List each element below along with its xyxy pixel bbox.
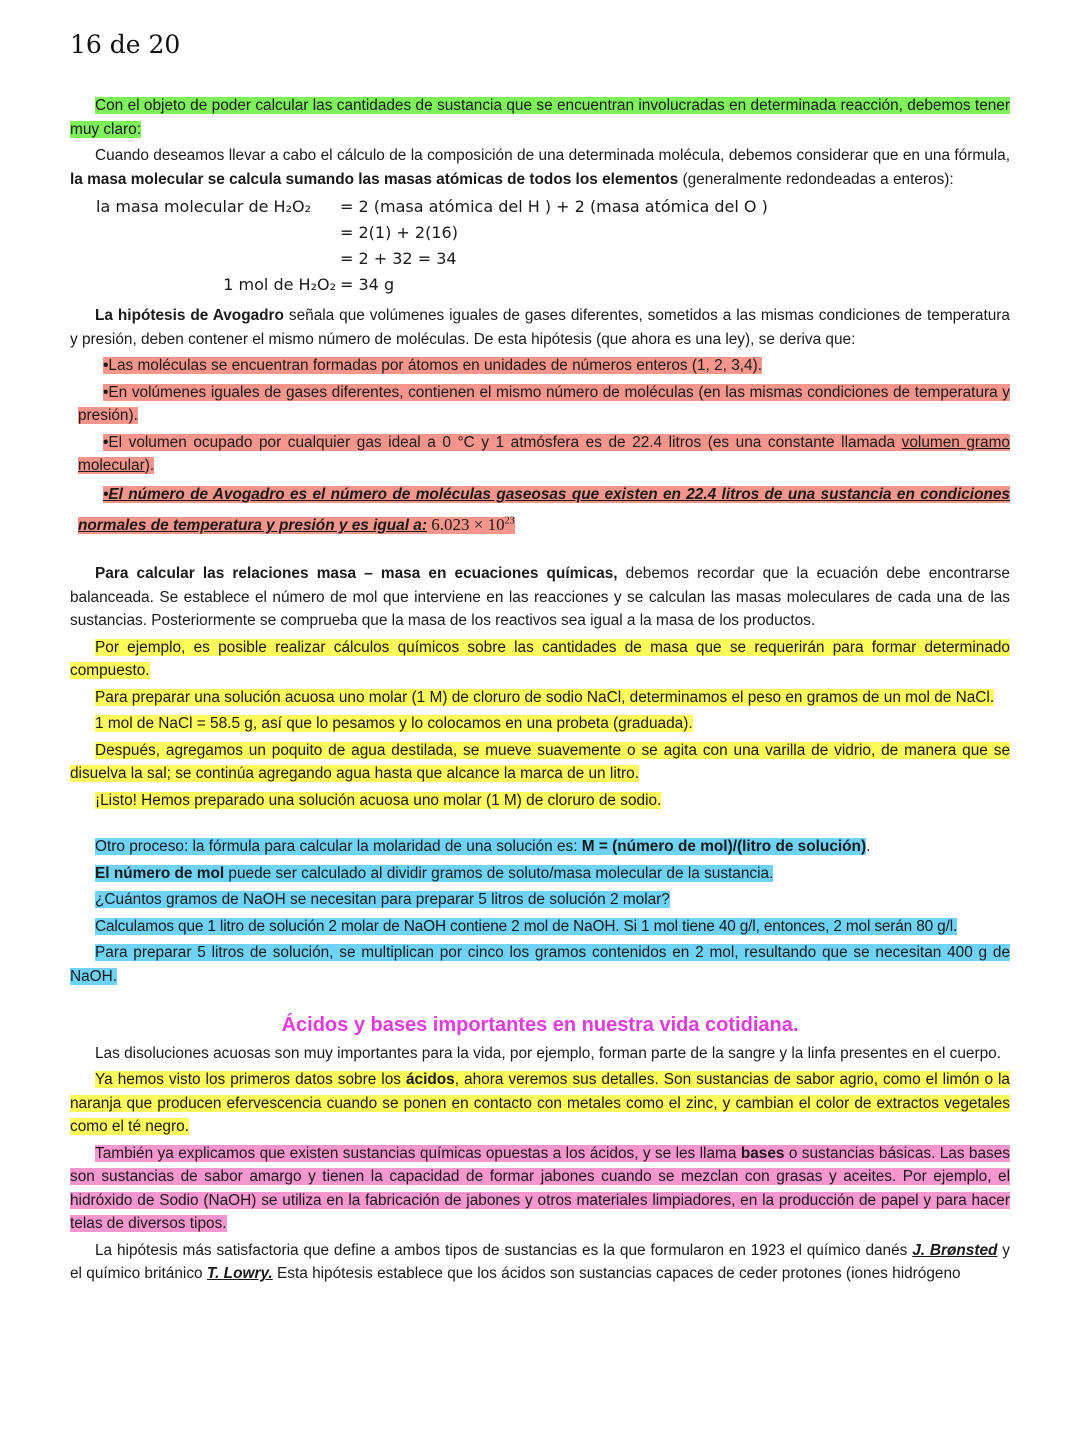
formula-mol-value: = 34 g <box>340 275 395 295</box>
bullet-dot: • <box>103 357 109 374</box>
bases-paragraph <box>70 1142 1010 1236</box>
intro-highlight: Con el objeto de poder calcular las cantidades de sustancia que se encuentran involucradas en determinada reacción, debemos tener muy claro: <box>70 97 1010 138</box>
bold-span: la masa molecular se calcula sumando las masas atómicas de todos los elementos <box>70 170 679 188</box>
bullet-1 <box>70 354 1010 378</box>
bold-span: ácidos <box>405 1071 455 1089</box>
avogadro-number: 6.023 × 10 <box>431 515 505 535</box>
bullet-text: ). <box>144 457 155 474</box>
highlight-text: ¡Listo! Hemos preparado una solución acuosa uno molar (1 M) de cloruro de sodio. <box>95 791 662 809</box>
bullet-text: En volúmenes iguales de gases diferentes, contienen el mismo número de moléculas (en las mismas condiciones de temperatura y presión). <box>78 383 1010 424</box>
text-span: y el químico británico <box>70 1241 1010 1283</box>
text-span: Las disoluciones acuosas son muy importantes para la vida, por ejemplo, forman parte de la sangre y la linfa presentes en el cuerpo. <box>95 1044 1001 1062</box>
avogadro-paragraph <box>70 304 1010 351</box>
bold-span: El número de mol <box>95 864 225 882</box>
blue-paragraph-5 <box>70 941 1010 988</box>
underlined-term: volumen gramo molecular <box>78 433 1010 474</box>
text-span: puede ser calculado al dividir gramos de soluto/masa molecular de la sustancia. <box>224 864 774 882</box>
text-span: . <box>866 838 871 856</box>
highlight-text: ¿Cuántos gramos de NaOH se necesitan para preparar 5 litros de solución 2 molar? <box>95 891 670 909</box>
bullet-text: El volumen ocupado por cualquier gas ideal a 0 °C y 1 atmósfera es de 22.4 litros (es una constante llamada <box>108 433 902 451</box>
yellow-paragraph-2 <box>70 686 1010 710</box>
molecular-mass-formula <box>70 194 1010 298</box>
page-number: 16 de 20 <box>70 30 181 59</box>
bullet-text: El número de Avogadro es el número de moléculas gaseosas que existen en 22.4 litros de una sustancia en condiciones normales de temperatura y presión y es igual a: <box>78 485 1010 535</box>
text-span: Cuando deseamos llevar a cabo el cálculo de la composición de una determinada molécula, debemos considerar que en una fórmula, <box>95 147 1010 164</box>
bullet-3 <box>70 431 1010 478</box>
bullet-dot: • <box>103 433 109 451</box>
bullet-text: Las moléculas se encuentran formadas por átomos en unidades de números enteros (1, 2, 3,4). <box>108 357 763 374</box>
text-span: (generalmente redondeadas a enteros): <box>678 170 954 188</box>
text-span: Otro proceso: la fórmula para calcular la molaridad de una solución es: <box>95 838 582 856</box>
bold-span: La hipótesis de Avogadro <box>95 307 284 324</box>
text-span: También ya explicamos que existen sustancias químicas opuestas a los ácidos, y se les llama <box>95 1144 741 1162</box>
solutions-paragraph <box>70 1042 1010 1066</box>
highlight-text: Para preparar una solución acuosa uno molar (1 M) de cloruro de sodio NaCl, determinamos el peso en gramos de un mol de NaCl. <box>95 688 995 706</box>
lowry-name: T. Lowry. <box>206 1265 273 1283</box>
document-body <box>70 94 1010 1289</box>
avogadro-exponent: 23 <box>504 515 515 527</box>
bronsted-name: J. Brønsted <box>912 1241 998 1259</box>
yellow-paragraph-1 <box>70 636 1010 683</box>
blue-paragraph-3 <box>70 888 1010 912</box>
yellow-paragraph-4 <box>70 739 1010 786</box>
text-span: señala que volúmenes iguales de gases diferentes, sometidos a las mismas condiciones de temperatura y presión, deben contener el mismo número de moléculas. De esta hipótesis (que ahora es una ley), se deriva que: <box>70 307 1010 348</box>
text-span: debemos recordar que la ecuación debe encontrarse balanceada. Se establece el número de mol que interviene en las reacciones y se calculan las masas moleculares de cada una de las sustancias. Posteriormente se comprueba que la masa de los reactivos sea igual a la masa de los productos. <box>70 565 1010 630</box>
formula-mol-label: 1 mol de H₂O₂ <box>223 275 336 295</box>
highlight-text: Calculamos que 1 litro de solución 2 molar de NaOH contiene 2 mol de NaOH. Si 1 mol tiene 40 g/l, entonces, 2 mol serán 80 g/l. <box>95 917 958 935</box>
mass-relations-paragraph <box>70 562 1010 633</box>
text-span: , ahora veremos sus detalles. Son sustancias de sabor agrio, como el limón o la naranja que producen efervescencia cuando se ponen en contacto con metales como el zinc, y cambian el color de extractos vegetales como el té negro. <box>70 1071 1010 1136</box>
blue-paragraph-2 <box>70 862 1010 886</box>
bullet-2 <box>70 381 1010 428</box>
blue-paragraph-1 <box>70 835 1010 859</box>
highlight-text: Después, agregamos un poquito de agua destilada, se mueve suavemente o se agita con una varilla de vidrio, de manera que se disuelva la sal; se continúa agregando agua hasta que alcance la marca de un litro. <box>70 741 1010 783</box>
bullet-dot: • <box>103 485 109 503</box>
yellow-paragraph-5 <box>70 789 1010 813</box>
text-span: o sustancias básicas. Las bases son sustancias de sabor amargo y tienen la capacidad de formar jabones cuando se mezclan con grasas y aceites. Por ejemplo, el hidróxido de Sodio (NaOH) se utiliza en la fabricación de jabones y otros materiales limpiadores, en la producción de papel y para hacer telas de diversos tipos. <box>70 1144 1010 1233</box>
bullet-dot: • <box>103 383 109 401</box>
molecular-mass-paragraph <box>70 144 1010 191</box>
molarity-formula: M = (número de mol)/(litro de solución) <box>581 838 867 856</box>
bronsted-lowry-paragraph <box>70 1239 1010 1286</box>
highlight-text: Por ejemplo, es posible realizar cálculos químicos sobre las cantidades de masa que se requerirán para formar determinado compuesto. <box>70 638 1010 680</box>
acids-paragraph <box>70 1068 1010 1139</box>
bold-span: bases <box>740 1144 785 1162</box>
blue-paragraph-4 <box>70 915 1010 939</box>
formula-label: la masa molecular de H₂O₂ <box>96 197 312 217</box>
bullet-4 <box>70 481 1010 540</box>
text-span: La hipótesis más satisfactoria que define a ambos tipos de sustancias es la que formularon en 1923 el químico danés <box>95 1241 913 1259</box>
formula-line-3: = 2 + 32 = 34 <box>340 249 457 269</box>
text-span: Esta hipótesis establece que los ácidos son sustancias capaces de ceder protones (iones hidrógeno <box>272 1265 961 1283</box>
yellow-paragraph-3 <box>70 712 1010 736</box>
formula-line-2: = 2(1) + 2(16) <box>340 223 458 243</box>
highlight-text: 1 mol de NaCl = 58.5 g, así que lo pesamos y lo colocamos en una probeta (graduada). <box>95 715 693 733</box>
highlight-text: Para preparar 5 litros de solución, se multiplican por cinco los gramos contenidos en 2 mol, resultando que se necesitan 400 g de NaOH. <box>70 944 1010 985</box>
section-heading: Ácidos y bases importantes en nuestra vida cotidiana. <box>281 1014 799 1037</box>
formula-line-1: = 2 (masa atómica del H ) + 2 (masa atómica del O ) <box>340 197 768 217</box>
intro-paragraph <box>70 94 1010 141</box>
bold-span: Para calcular las relaciones masa – masa en ecuaciones químicas, <box>95 565 618 583</box>
text-span: Ya hemos visto los primeros datos sobre los <box>95 1071 406 1089</box>
